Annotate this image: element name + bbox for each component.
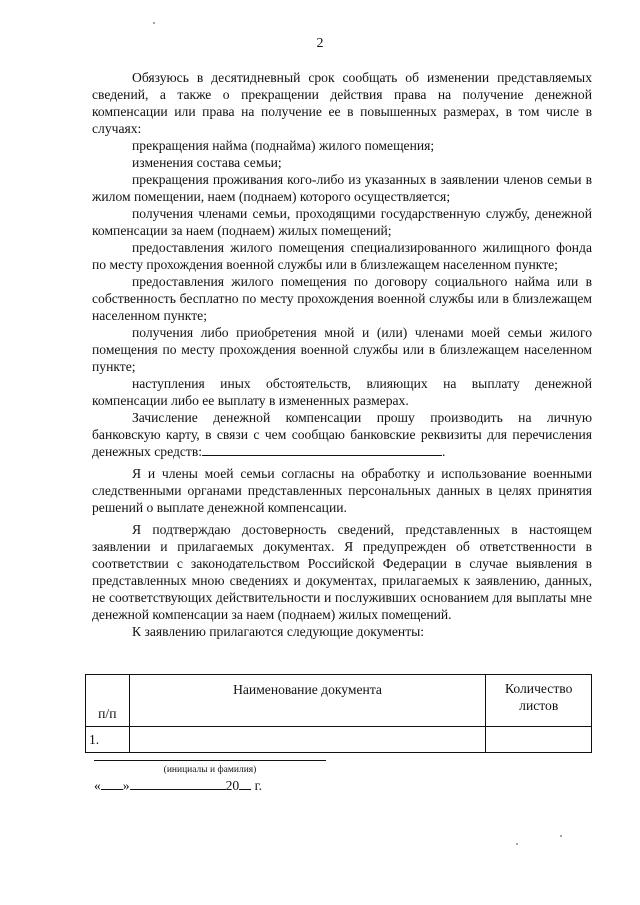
date-open-quote: « xyxy=(94,778,101,793)
date-day-blank[interactable] xyxy=(101,776,123,790)
date-year-suffix: г. xyxy=(251,778,263,793)
table-row xyxy=(86,727,592,753)
case-item: прекращения найма (поднайма) жилого помещения; xyxy=(132,138,435,153)
case-item: предоставления жилого помещения по договору социального найма или в собственность бесплатно по месту прохождения военной службы или в близлежащем населенном пункте; xyxy=(92,274,592,323)
document-body xyxy=(92,69,592,640)
obligation-paragraph: Обязуюсь в десятидневный срок сообщать об изменении представляемых сведений, а также о прекращении действия права на получение денежной компенсации или права на получение ее в повышенных размерах, в том числе в случаях: xyxy=(92,70,592,136)
attached-documents-heading: К заявлению прилагаются следующие документы: xyxy=(132,624,425,639)
row-sheet-count[interactable] xyxy=(486,727,592,753)
scan-speck xyxy=(560,835,562,837)
header-document-name: Наименование документа xyxy=(129,675,486,727)
bank-details-blank[interactable] xyxy=(202,443,442,456)
date-line xyxy=(94,776,262,794)
date-month-blank[interactable] xyxy=(130,776,226,790)
case-item: наступления иных обстоятельств, влияющих на выплату денежной компенсации либо ее выплату в измененных размерах. xyxy=(92,376,592,408)
documents-table xyxy=(85,674,592,753)
date-close-quote: » xyxy=(122,778,130,793)
case-item: предоставления жилого помещения специализированного жилищного фонда по месту прохождения военной службы или в близлежащем населенном пункте; xyxy=(92,240,592,272)
case-item: получения членами семьи, проходящими государственную службу, денежной компенсации за наем (поднаем) жилых помещений; xyxy=(92,206,592,238)
signature-caption: (инициалы и фамилия) xyxy=(163,765,257,775)
signature-line[interactable] xyxy=(94,760,326,761)
consent-paragraph: Я и члены моей семьи согласны на обработку и использование военными следственными органами представленных персональных данных в целях принятия решений о выплате денежной компенсации. xyxy=(92,466,592,515)
bank-details-end: . xyxy=(442,444,446,459)
row-number: 1. xyxy=(86,727,130,753)
page-number: 2 xyxy=(316,36,324,51)
case-item: изменения состава семьи; xyxy=(132,155,282,170)
date-year-blank[interactable] xyxy=(239,776,251,790)
case-item: получения либо приобретения мной и (или) членами моей семьи жилого помещения по месту прохождения военной службы или в близлежащем населенном пункте; xyxy=(92,325,592,374)
scan-speck xyxy=(153,22,155,24)
scan-speck xyxy=(516,843,518,845)
table-header-row xyxy=(86,675,592,727)
row-document-name[interactable] xyxy=(129,727,486,753)
confirmation-paragraph: Я подтверждаю достоверность сведений, представленных в настоящем заявлении и прилагаемых документах. Я предупрежден об ответственности в соответствии с законодательством Российской Федерации в случае выявления в представленных мною сведениях и документах, прилагаемых к заявлению, данных, не соответствующих действительности и послуживших основанием для выплаты мне денежной компенсации за наем (поднаем) жилых помещений. xyxy=(92,522,592,622)
bank-details-paragraph xyxy=(92,409,592,460)
header-sheet-count: Количество листов xyxy=(486,675,592,727)
date-year-prefix: 20 xyxy=(225,778,240,793)
case-item: прекращения проживания кого-либо из указанных в заявлении членов семьи в жилом помещении, наем (поднаем) которого осуществляется; xyxy=(92,172,592,204)
header-number: п/п xyxy=(86,675,130,727)
bank-details-text: Зачисление денежной компенсации прошу производить на личную банковскую карту, в связи с чем сообщаю банковские реквизиты для перечисления денежных средств: xyxy=(92,410,592,459)
